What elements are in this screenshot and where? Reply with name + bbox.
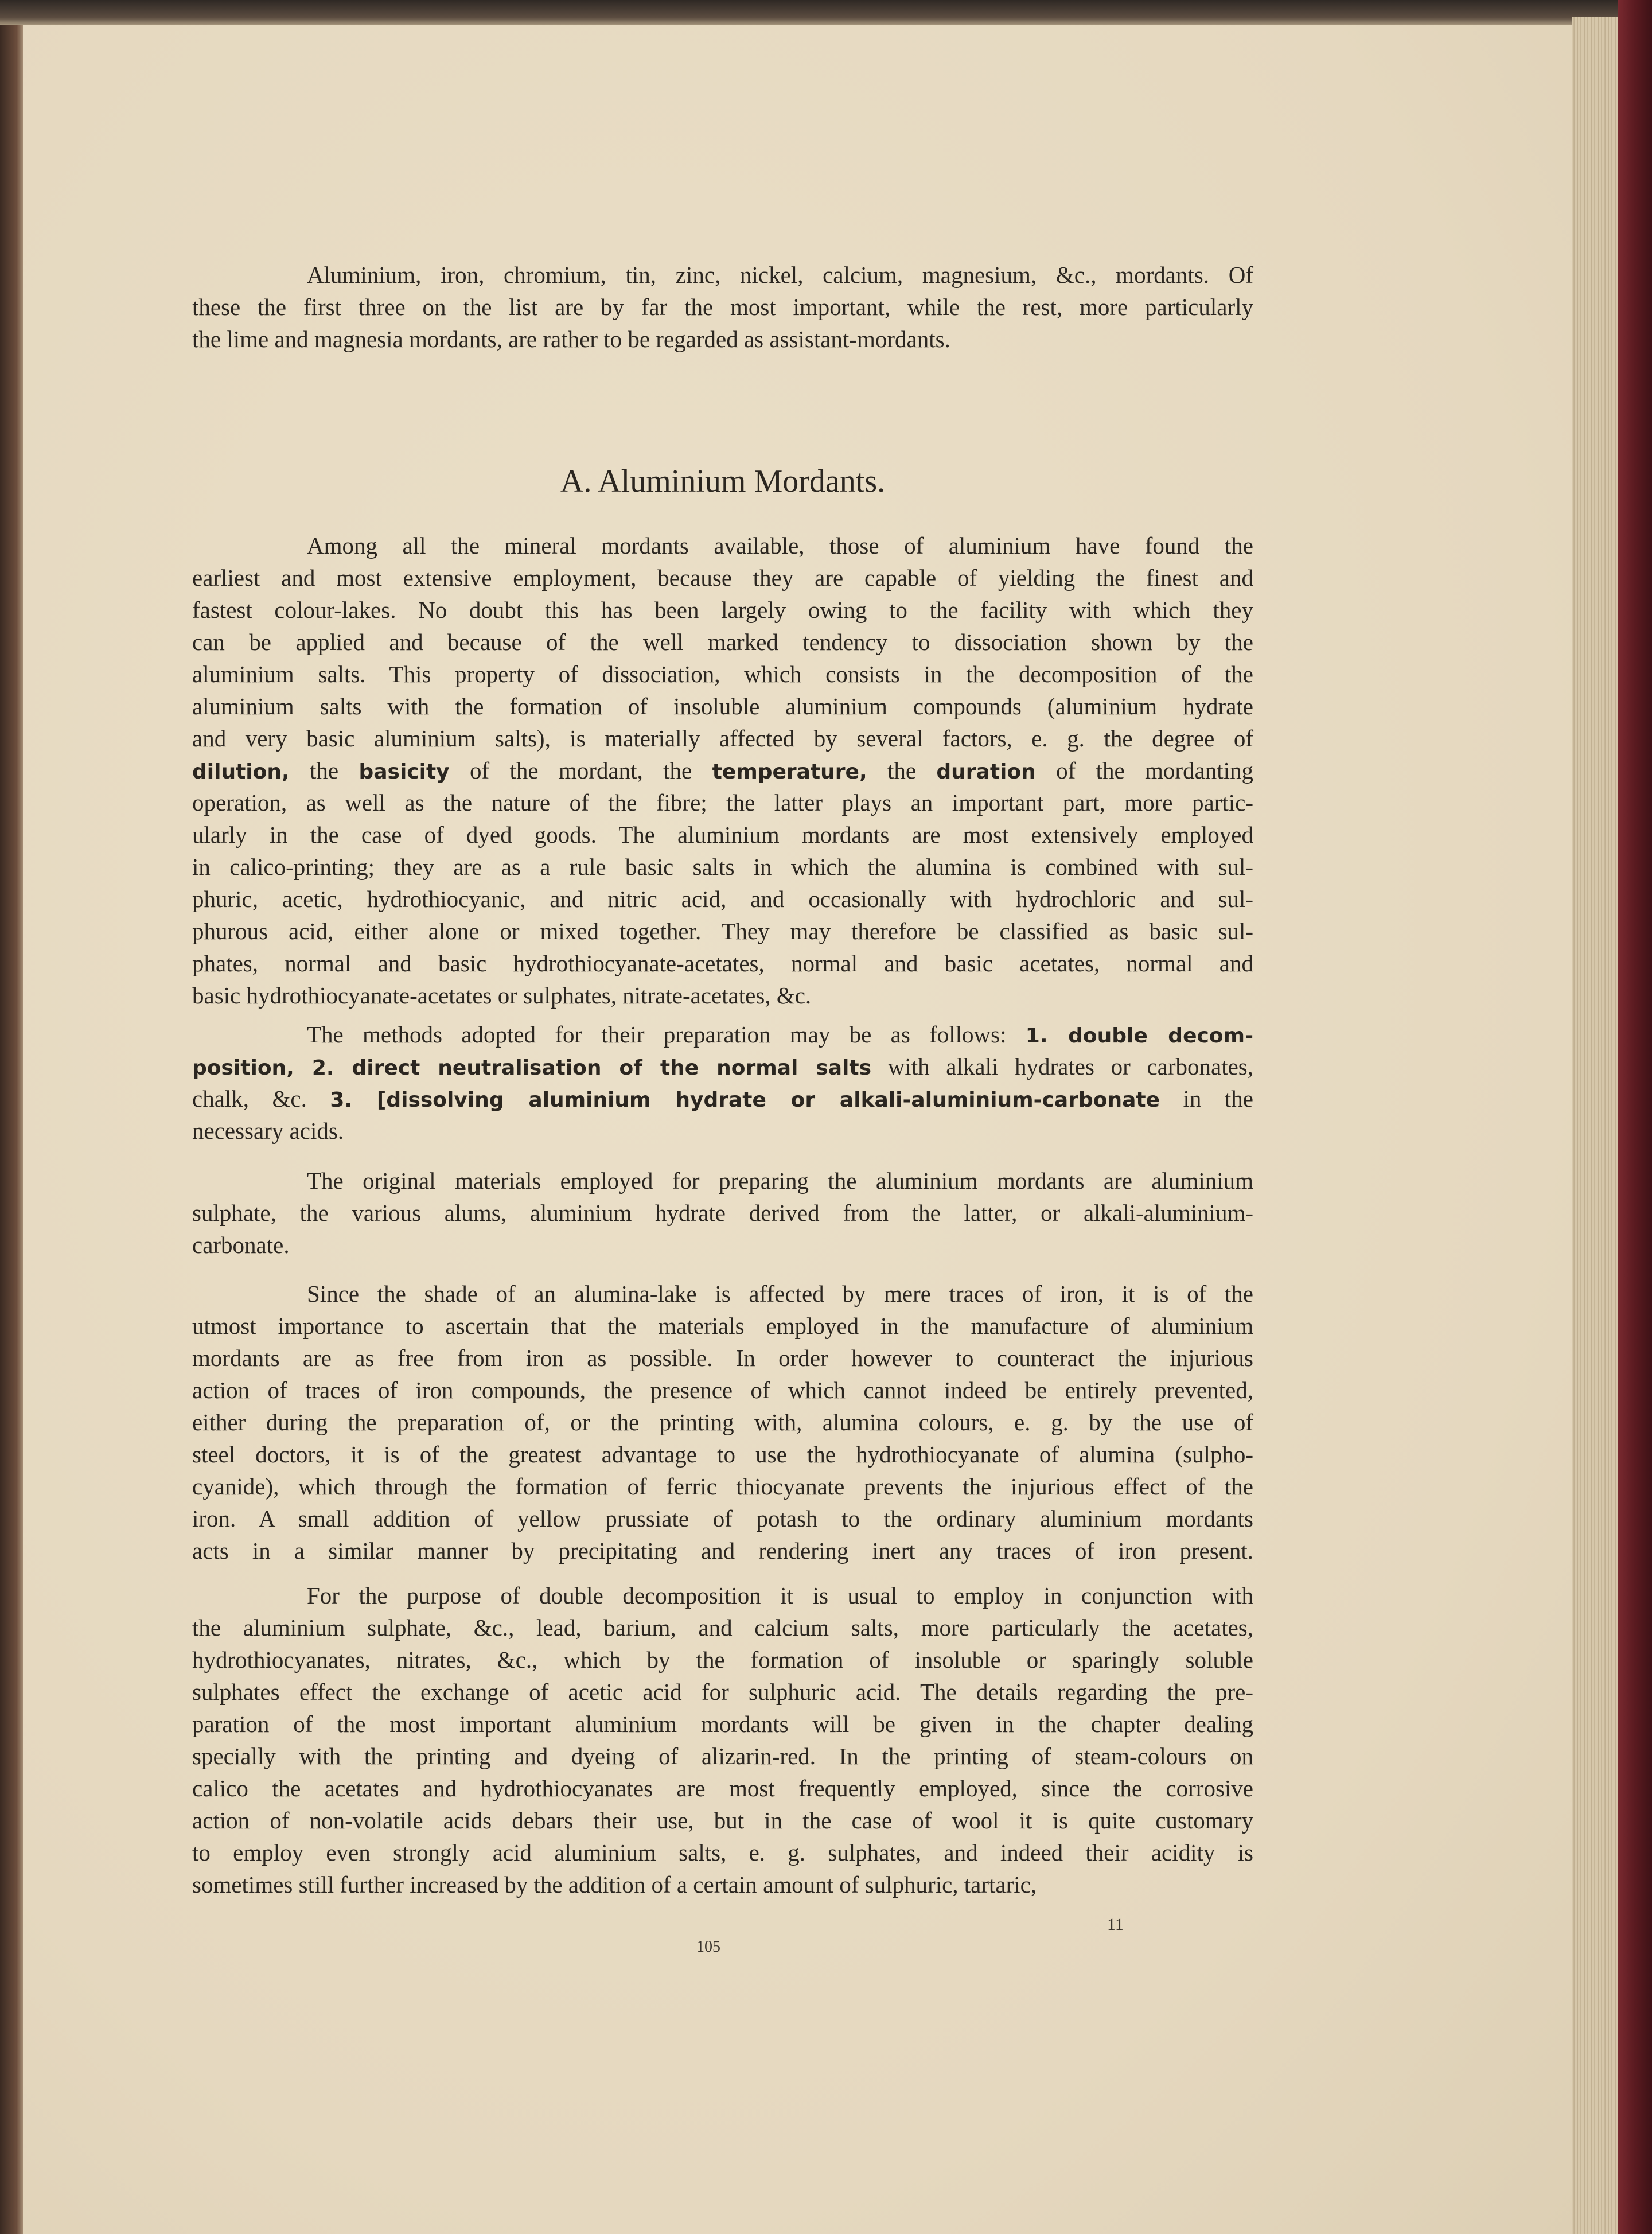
bold-term: 3. [dissolving aluminium hydrate or alkali-aluminium-carbonate bbox=[330, 1088, 1160, 1112]
text-line: fastest colour-lakes. No doubt this has been largely owing to the facility with which they bbox=[192, 597, 1253, 623]
page-top-edge bbox=[0, 0, 1652, 25]
text-line: phates, normal and basic hydrothiocyanate-acetates, normal and basic acetates, normal and bbox=[192, 950, 1253, 976]
text-line: phurous acid, either alone or mixed together. They may therefore be classified as basic sul- bbox=[192, 918, 1253, 944]
text-segment: chalk, &c. bbox=[192, 1085, 307, 1112]
text-line: sometimes still further increased by the addition of a certain amount of sulphuric, tartaric, bbox=[192, 1871, 1037, 1898]
text-line: action of non-volatile acids debars their use, but in the case of wool it is quite customary bbox=[192, 1807, 1253, 1834]
text-line: carbonate. bbox=[192, 1232, 290, 1258]
signature-mark: 11 bbox=[1107, 1915, 1124, 1934]
text-line: ularly in the case of dyed goods. The aluminium mordants are most extensively employed bbox=[192, 822, 1253, 848]
text-line: Since the shade of an alumina-lake is affected by mere traces of iron, it is of the bbox=[307, 1281, 1253, 1307]
text-line: steel doctors, it is of the greatest advantage to use the hydrothiocyanate of alumina (sulpho- bbox=[192, 1441, 1253, 1468]
text-line: necessary acids. bbox=[192, 1118, 344, 1144]
text-line: cyanide), which through the formation of ferric thiocyanate prevents the injurious effect of the bbox=[192, 1473, 1253, 1500]
paragraph-intro bbox=[192, 259, 1253, 355]
paragraph-original-materials bbox=[192, 1165, 1253, 1261]
text-line: For the purpose of double decomposition it is usual to employ in conjunction with bbox=[307, 1582, 1253, 1609]
book-binding-right bbox=[1618, 0, 1652, 2234]
section-heading: A. Aluminium Mordants. bbox=[560, 464, 886, 499]
text-line: The original materials employed for preparing the aluminium mordants are aluminium bbox=[307, 1167, 1253, 1194]
paragraph-iron-traces bbox=[192, 1278, 1253, 1567]
paragraph-double-decomposition bbox=[192, 1579, 1253, 1901]
text-line: sulphate, the various alums, aluminium hydrate derived from the latter, or alkali-aluminium- bbox=[192, 1200, 1253, 1226]
text-segment: with alkali hydrates or carbonates, bbox=[887, 1053, 1253, 1080]
text-line: Aluminium, iron, chromium, tin, zinc, nickel, calcium, magnesium, &c., mordants. Of bbox=[307, 262, 1253, 288]
bold-term: dilution, bbox=[192, 760, 290, 784]
page-number: 105 bbox=[696, 1938, 720, 1956]
bold-term: basicity bbox=[359, 760, 450, 784]
text-segment: the bbox=[310, 757, 339, 784]
text-line: and very basic aluminium salts), is materially affected by several factors, e. g. the degree of bbox=[192, 725, 1253, 752]
text-segment: the bbox=[887, 757, 917, 784]
text-line: the aluminium sulphate, &c., lead, barium, and calcium salts, more particularly the acetates, bbox=[192, 1614, 1253, 1641]
text-line: can be applied and because of the well marked tendency to dissociation shown by the bbox=[192, 629, 1253, 655]
text-line bbox=[192, 1083, 1253, 1115]
text-line: operation, as well as the nature of the fibre; the latter plays an important part, more partic- bbox=[192, 789, 1253, 816]
text-line: hydrothiocyanates, nitrates, &c., which by the formation of insoluble or sparingly soluble bbox=[192, 1647, 1253, 1673]
text-line: action of traces of iron compounds, the presence of which cannot indeed be entirely prevented, bbox=[192, 1377, 1253, 1403]
text-line: calico the acetates and hydrothiocyanates are most frequently employed, since the corrosive bbox=[192, 1775, 1253, 1801]
text-line bbox=[192, 1050, 1253, 1083]
text-segment: of the mordant, the bbox=[469, 757, 692, 784]
text-line: in calico-printing; they are as a rule basic salts in which the alumina is combined with sul- bbox=[192, 854, 1253, 880]
text-line: sulphates effect the exchange of acetic acid for sulphuric acid. The details regarding the pre- bbox=[192, 1679, 1253, 1705]
text-line: paration of the most important aluminium mordants will be given in the chapter dealing bbox=[192, 1711, 1253, 1737]
text-line: acts in a similar manner by precipitating and rendering inert any traces of iron present. bbox=[192, 1538, 1253, 1564]
text-line: specially with the printing and dyeing of alizarin-red. In the printing of steam-colours on bbox=[192, 1743, 1253, 1769]
page-edges-right bbox=[1572, 17, 1618, 2234]
text-line: aluminium salts with the formation of insoluble aluminium compounds (aluminium hydrate bbox=[192, 693, 1253, 719]
text-segment: in the bbox=[1183, 1085, 1254, 1112]
bold-term: position, 2. direct neutralisation of the normal salts bbox=[192, 1056, 872, 1080]
text-line: to employ even strongly acid aluminium salts, e. g. sulphates, and indeed their acidity is bbox=[192, 1839, 1253, 1866]
text-line bbox=[192, 1018, 1253, 1050]
text-segment: of the mordanting bbox=[1056, 757, 1254, 784]
text-line: iron. A small addition of yellow prussiate of potash to the ordinary aluminium mordants bbox=[192, 1505, 1253, 1532]
text-line: the lime and magnesia mordants, are rather to be regarded as assistant-mordants. bbox=[192, 326, 950, 352]
bold-term: temperature, bbox=[712, 760, 867, 784]
text-line bbox=[192, 754, 1253, 787]
text-line: aluminium salts. This property of dissociation, which consists in the decomposition of the bbox=[192, 661, 1253, 687]
text-line: earliest and most extensive employment, because they are capable of yielding the finest and bbox=[192, 565, 1253, 591]
paragraph-preparation-methods bbox=[192, 1018, 1253, 1147]
text-line: phuric, acetic, hydrothiocyanic, and nitric acid, and occasionally with hydrochloric and sul- bbox=[192, 886, 1253, 912]
text-line: mordants are as free from iron as possible. In order however to counteract the injurious bbox=[192, 1345, 1253, 1371]
bold-term: 1. double decom- bbox=[1025, 1024, 1254, 1048]
text-line: Among all the mineral mordants available, those of aluminium have found the bbox=[307, 532, 1253, 559]
paragraph-aluminium-overview bbox=[192, 530, 1253, 1011]
text-line: either during the preparation of, or the printing with, alumina colours, e. g. by the use of bbox=[192, 1409, 1253, 1435]
text-line: utmost importance to ascertain that the materials employed in the manufacture of aluminium bbox=[192, 1313, 1253, 1339]
text-segment: The methods adopted for their preparation may be as follows: bbox=[307, 1021, 1007, 1048]
bold-term: duration bbox=[936, 760, 1036, 784]
text-line: these the first three on the list are by far the most important, while the rest, more particularly bbox=[192, 294, 1253, 320]
text-line: basic hydrothiocyanate-acetates or sulphates, nitrate-acetates, &c. bbox=[192, 982, 812, 1009]
